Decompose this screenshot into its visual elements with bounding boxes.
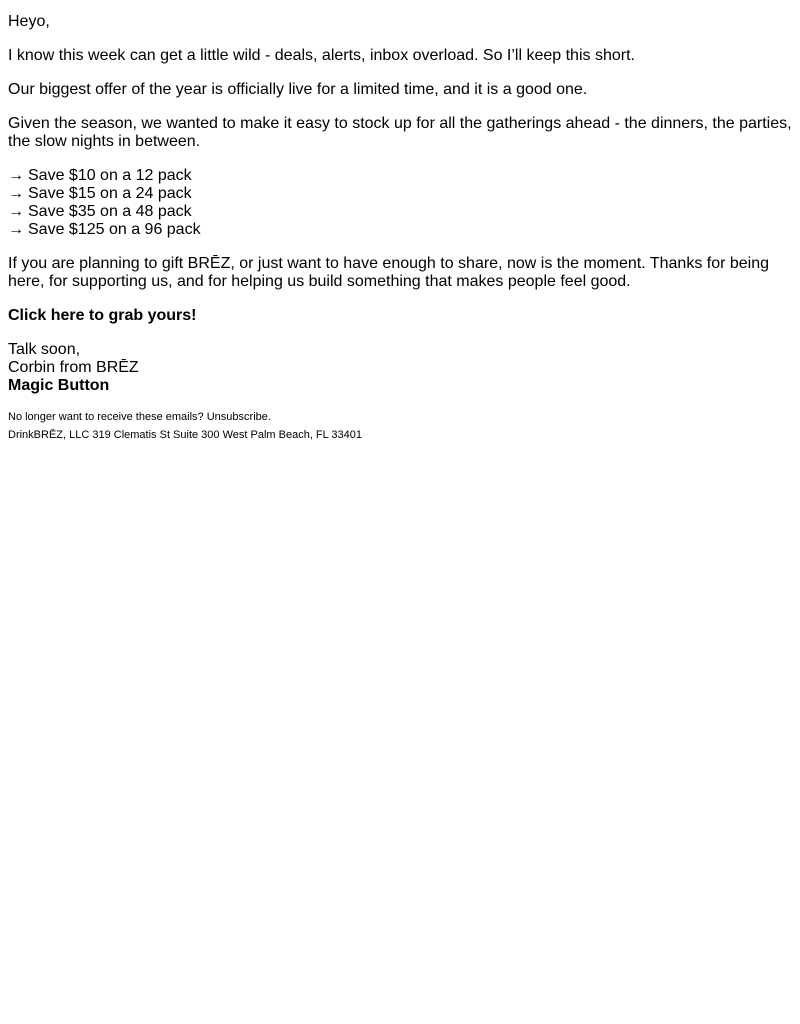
arrow-right-icon: → xyxy=(8,203,24,220)
grab-yours-link[interactable]: Click here to grab yours! xyxy=(8,307,197,324)
company-address: DrinkBRĒZ, LLC 319 Clematis St Suite 300 West Palm Beach, FL 33401 xyxy=(8,429,362,441)
offer-paragraph: Our biggest offer of the year is officially live for a limited time, and it is a good one. xyxy=(8,81,588,98)
unsubscribe-link[interactable]: Unsubscribe. xyxy=(206,411,271,423)
list-item xyxy=(8,185,792,203)
unsubscribe-prefix: No longer want to receive these emails? xyxy=(8,411,204,423)
season-paragraph: Given the season, we wanted to make it easy to stock up for all the gatherings ahead - the dinners, the parties, the slow nights in between. xyxy=(8,115,792,150)
offer-text: Save $35 on a 48 pack xyxy=(28,203,192,220)
list-item xyxy=(8,203,792,221)
offer-text: Save $10 on a 12 pack xyxy=(28,167,192,184)
arrow-right-icon: → xyxy=(8,221,24,238)
greeting: Heyo, xyxy=(8,13,50,30)
list-item xyxy=(8,167,792,185)
arrow-right-icon: → xyxy=(8,185,24,202)
offer-text: Save $125 on a 96 pack xyxy=(28,221,201,238)
signoff-line: Talk soon, xyxy=(8,341,81,358)
intro-paragraph: I know this week can get a little wild - deals, alerts, inbox overload. So I’ll keep this short. xyxy=(8,47,635,64)
unsubscribe-line xyxy=(8,411,792,424)
signoff xyxy=(8,341,792,395)
magic-button[interactable]: Magic Button xyxy=(8,377,110,394)
footer xyxy=(8,411,792,442)
list-item xyxy=(8,221,792,239)
closing-paragraph: If you are planning to gift BRĒZ, or just want to have enough to share, now is the moment. Thanks for being here, for supporting us, and for helping us build something that makes people feel good. xyxy=(8,255,770,290)
email-body xyxy=(0,0,800,442)
arrow-right-icon: → xyxy=(8,167,24,184)
offers-list xyxy=(8,167,792,239)
sender-name: Corbin from BRĒZ xyxy=(8,359,139,376)
offer-text: Save $15 on a 24 pack xyxy=(28,185,192,202)
cta-container xyxy=(8,307,792,325)
